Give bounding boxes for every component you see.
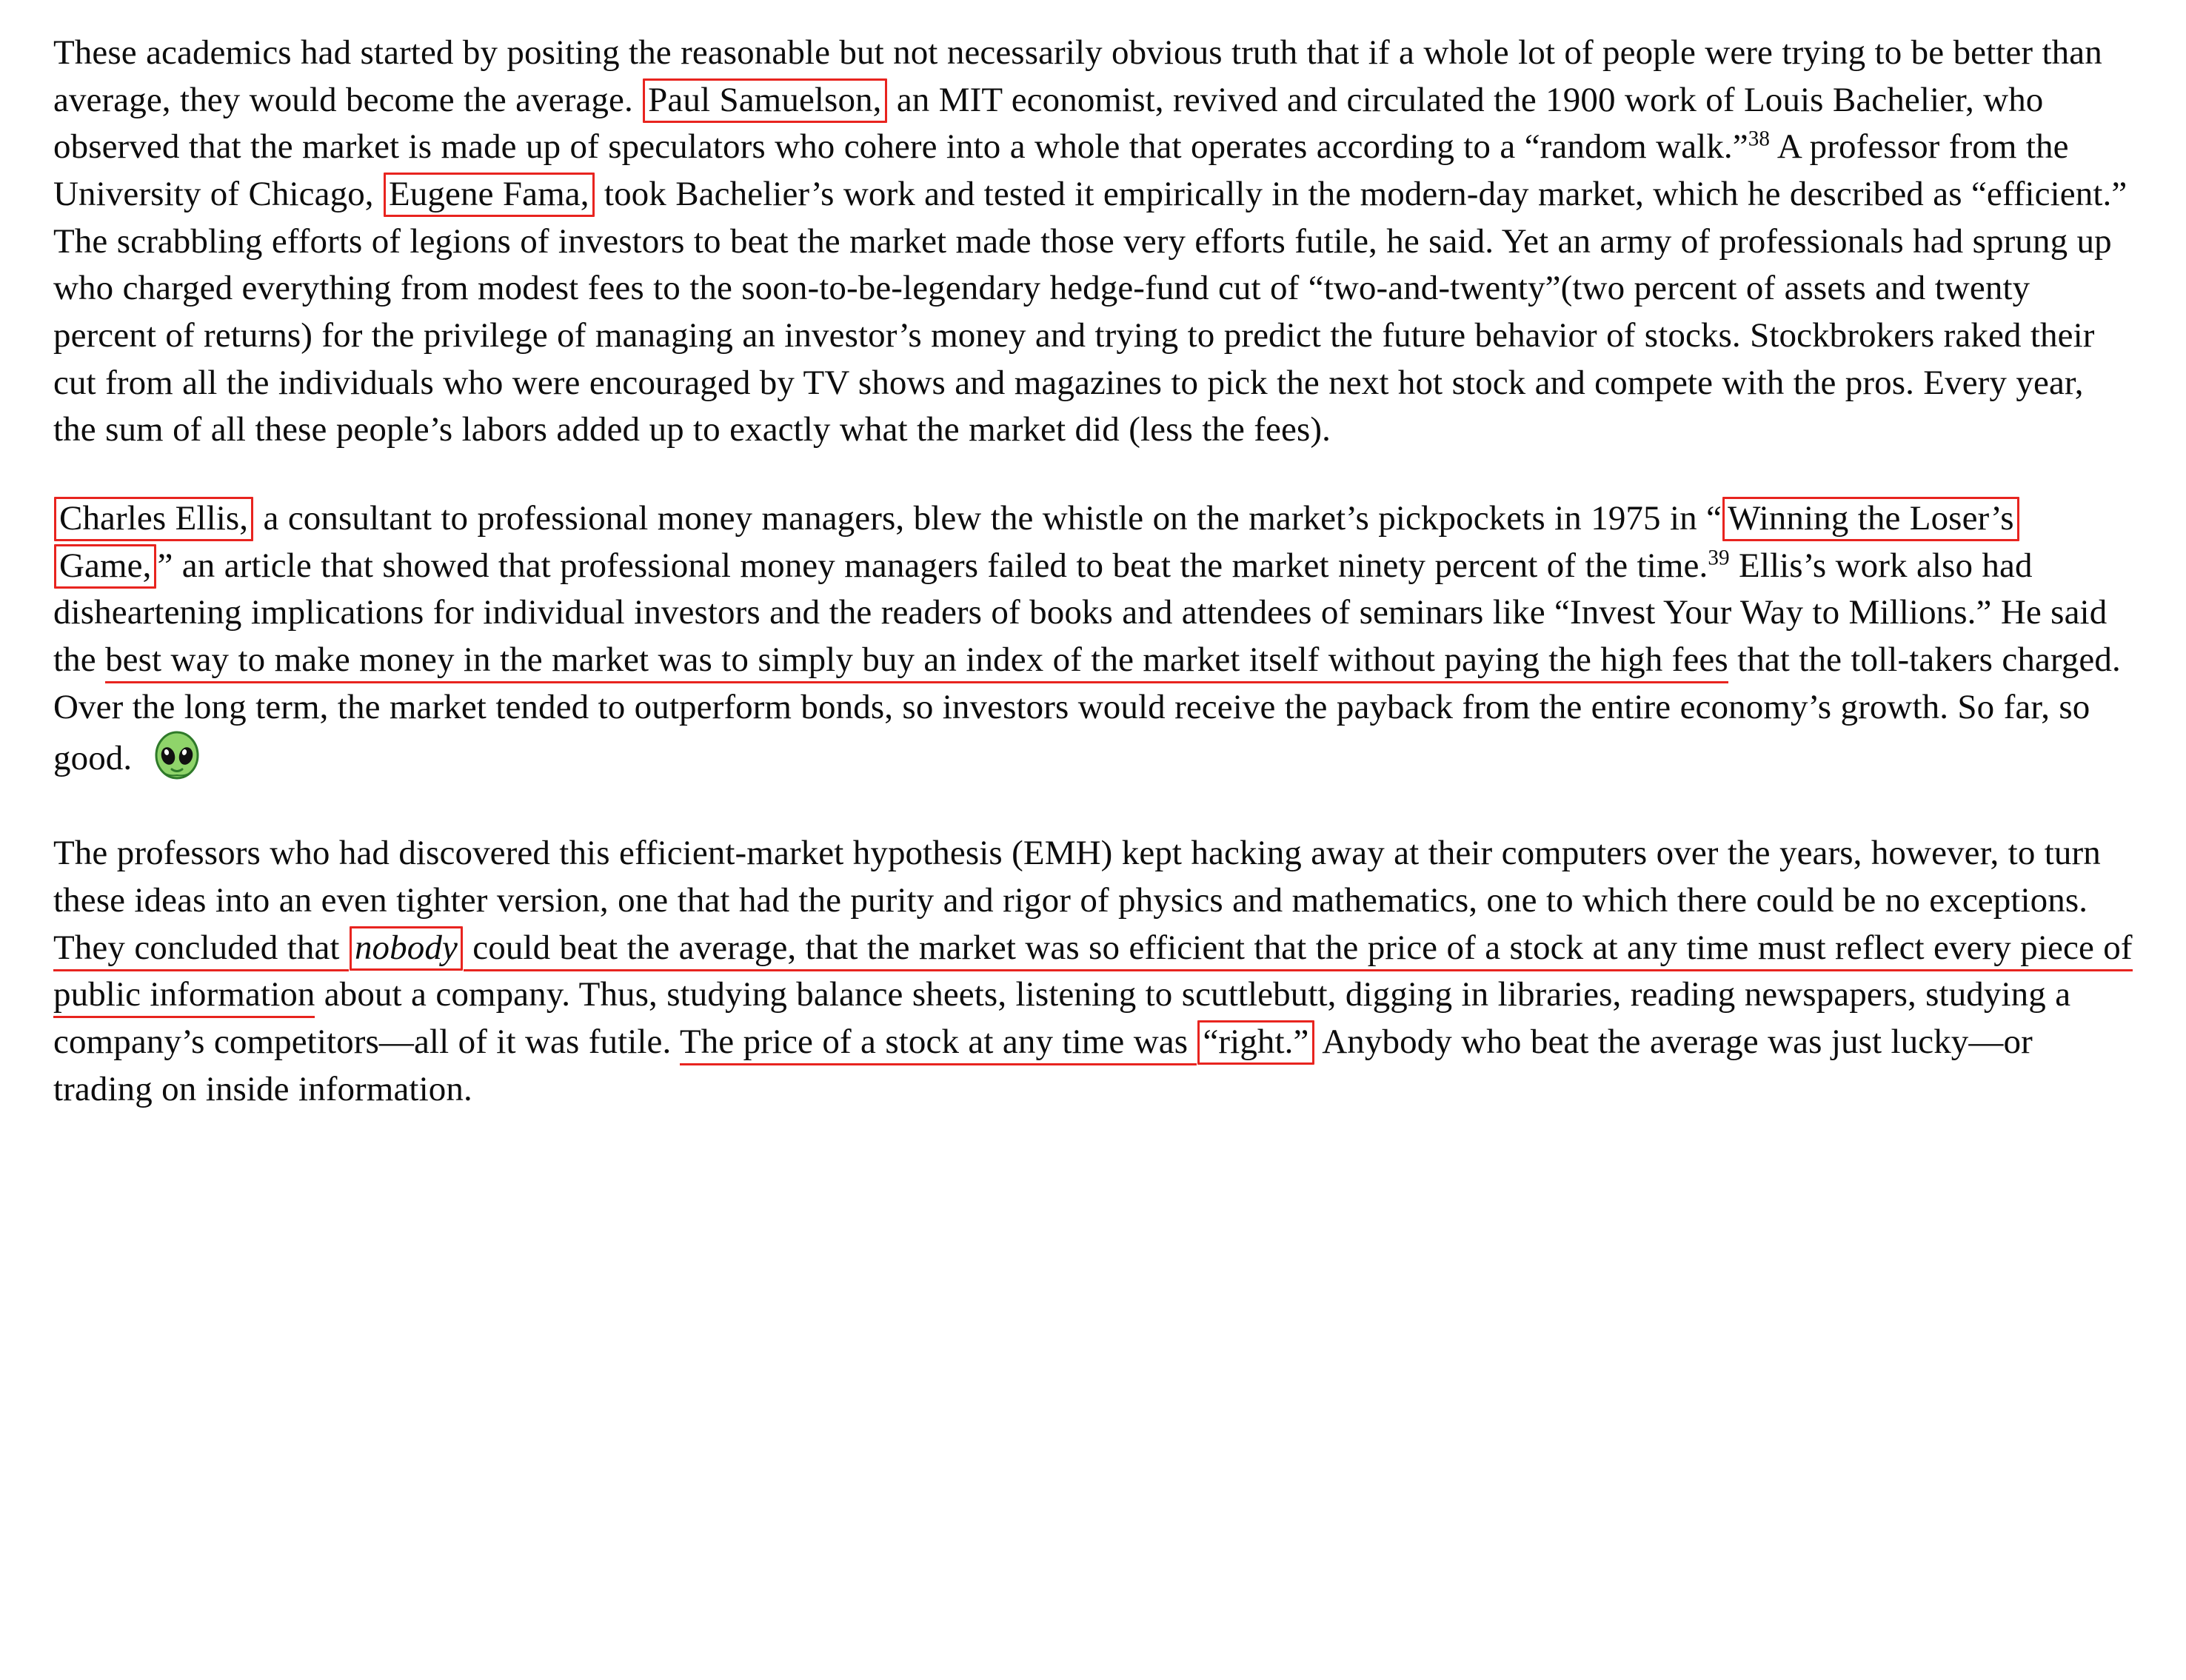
footnote-marker-39: 39 [1708, 546, 1730, 570]
paragraph-1 [53, 30, 2134, 454]
text-run: an MIT economist, revived and circulated the 1900 work of Louis Bachelier, who observed that the market is made up of speculators who cohere into a whole that operates according to a “random walk.” [53, 80, 2044, 167]
footnote-marker-38: 38 [1748, 127, 1771, 151]
paragraph-3 [53, 830, 2134, 1113]
annotation-box-nobody: nobody [350, 926, 463, 971]
annotation-underline-index-advice: best way to make money in the market was to simply buy an index of the market itself without paying the high fees [105, 640, 1728, 683]
text-run: Anybody who beat the average was just lucky—or trading on inside information. [53, 1023, 2033, 1108]
text-run: about a company. Thus, studying balance sheets, listening to scuttlebutt, digging in libraries, reading newspapers, studying a company’s competitors—all of it was futile. [53, 975, 2071, 1062]
text-run: ” an article that showed that professional money managers failed to beat the market ninety percent of the time. [157, 546, 1708, 585]
annotation-box-charles-ellis: Charles Ellis, [54, 497, 253, 541]
text-run: a consultant to professional money managers, blew the whistle on the market’s pickpockets in 1975 in “ [254, 499, 1722, 538]
text-run: These academics had started by positing the reasonable but not necessarily obvious truth that if a whole lot of people were trying to be better than average, they would become the average. [53, 33, 2102, 119]
annotation-box-winning-the-losers-game: Winning the Loser’s Game, [54, 497, 2019, 589]
annotation-underline-they-concluded: They concluded that [53, 928, 349, 971]
text-run: that the toll-takers charged. Over the long term, the market tended to outperform bonds, so investors would receive the payback from the entire economy’s growth. So far, so good. [53, 640, 2121, 778]
text-run: took Bachelier’s work and tested it empirically in the modern-day market, which he described as “efficient.” The scrabbling efforts of legions of investors to beat the market made those very efforts futile, he said. Yet an army of professionals had sprung up who charged everything from modest fees to the soon-to-be-legendary hedge-fund cut of “two-and-twenty”(two percent of assets and twenty percent of returns) for the privilege of managing an investor’s money and trying to predict the future behavior of stocks. Stockbrokers raked their cut from all the individuals who were encouraged by TV shows and magazines to pick the next hot stock and compete with the pros. Every year, the sum of all these people’s labors added up to exactly what the market did (less the fees). [53, 175, 2127, 449]
annotation-underline-efficient-price: could beat the average, that the market was so efficient that the price of a stock at any time must reflect every piece of public information [53, 928, 2133, 1019]
annotation-box-right: “right.” [1197, 1020, 1314, 1065]
paragraph-2 [53, 495, 2134, 786]
annotation-box-paul-samuelson: Paul Samuelson, [643, 78, 886, 123]
text-run: The professors who had discovered this efficient-market hypothesis (EMH) kept hacking away at their computers over the years, however, to turn these ideas into an even tighter version, one that had the purity and rigor of physics and mathematics, one to which there could be no exceptions. [53, 834, 2101, 920]
alien-emoji [151, 731, 203, 786]
annotation-underline-price-right: The price of a stock at any time was [680, 1023, 1197, 1065]
text-run: Ellis’s work also had disheartening implications for individual investors and the readers of books and attendees of seminars like “Invest Your Way to Millions.” He said the [53, 546, 2108, 680]
annotation-box-eugene-fama: Eugene Fama, [384, 173, 595, 217]
text-run: A professor from the University of Chicago, [53, 127, 2069, 214]
